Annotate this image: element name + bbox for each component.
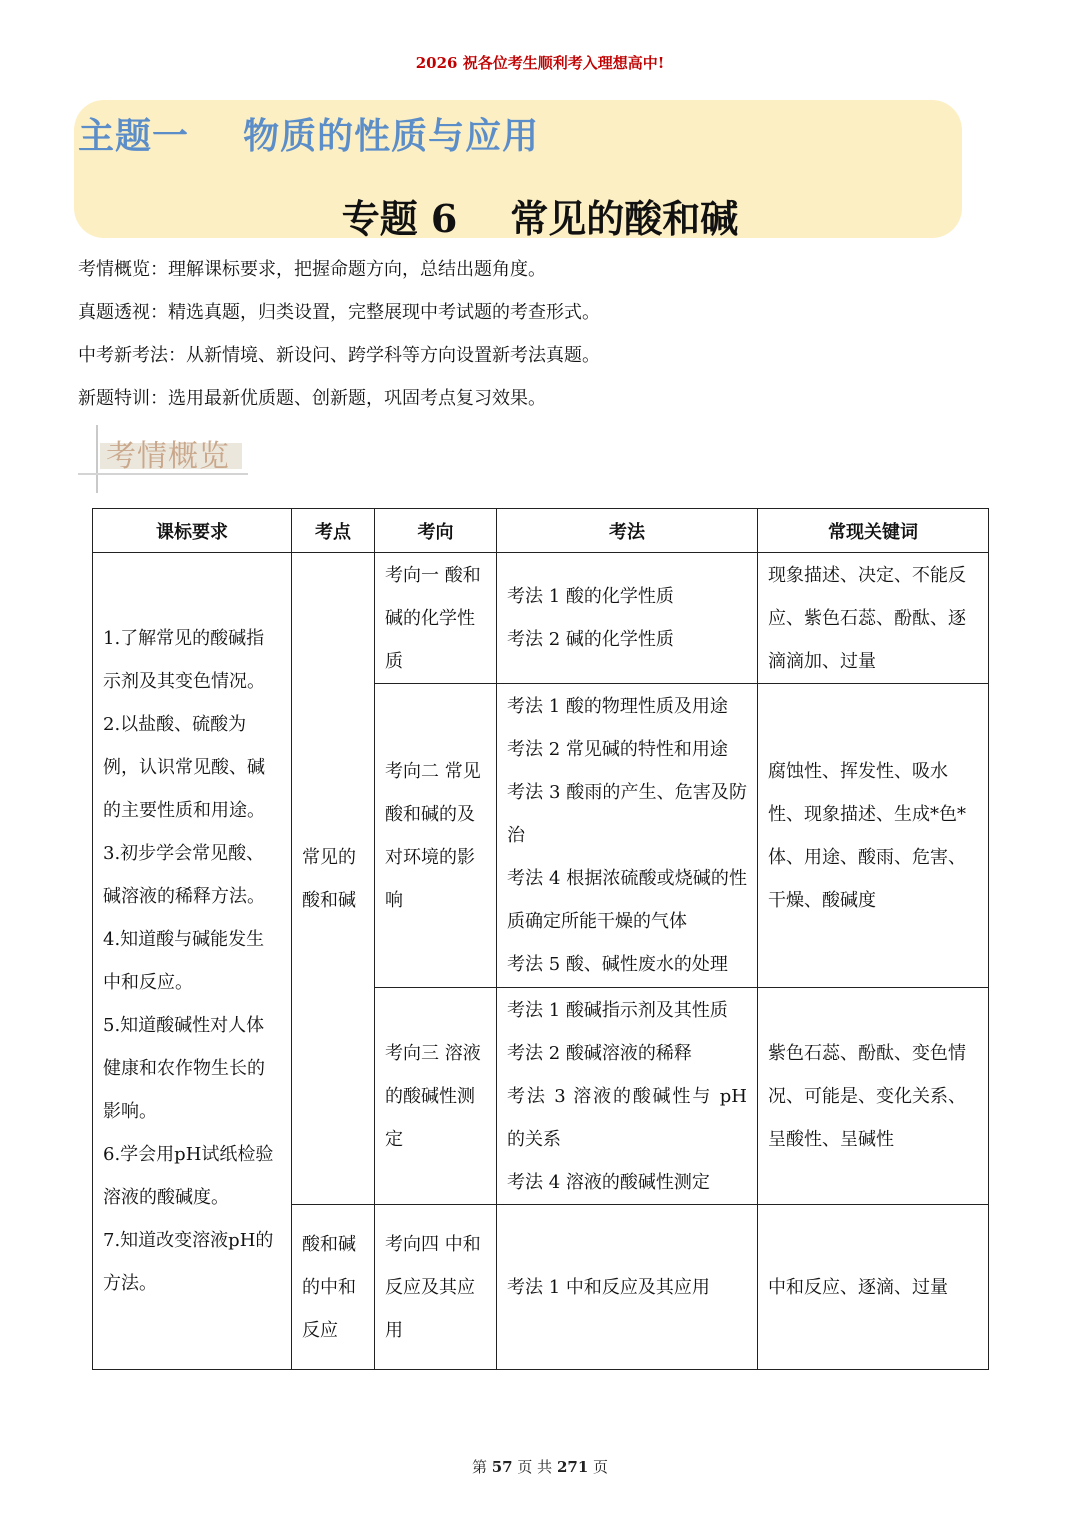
direction-cell: 考向三 溶液的酸碱性测定 <box>375 988 497 1205</box>
method-item: 考法 1 酸的物理性质及用途 <box>507 696 728 717</box>
section-heading-text: 考情概览 <box>106 439 230 474</box>
page-middle: 页 共 <box>517 1458 553 1476</box>
header-direction: 考向 <box>375 509 497 553</box>
method-item: 考法 3 溶液的酸碱性与 pH 的关系 <box>507 1085 747 1150</box>
keywords-cell: 紫色石蕊、酚酞、变色情况、可能是、变化关系、呈酸性、呈碱性 <box>758 988 989 1205</box>
theme-title: 主题一 物质的性质与应用 <box>78 115 540 157</box>
method-cell <box>497 1205 758 1370</box>
method-cell <box>497 684 758 988</box>
header-method: 考法 <box>497 509 758 553</box>
curriculum-item: 5.知道酸碱性对人体健康和农作物生长的影响。 <box>103 1015 265 1122</box>
direction-cell: 考向四 中和反应及其应用 <box>375 1205 497 1370</box>
method-item: 考法 1 酸的化学性质 <box>507 586 674 607</box>
curriculum-item: 4.知道酸与碱能发生中和反应。 <box>103 929 265 993</box>
method-item: 考法 4 溶液的酸碱性测定 <box>507 1171 710 1193</box>
method-cell <box>497 553 758 684</box>
header-curriculum: 课标要求 <box>93 509 292 553</box>
keywords-cell: 腐蚀性、挥发性、吸水性、现象描述、生成*色*体、用途、酸雨、危害、干燥、酸碱度 <box>758 684 989 988</box>
intro-line: 新题特训：选用最新优质题、创新题，巩固考点复习效果。 <box>78 388 546 409</box>
method-cell <box>497 988 758 1205</box>
topic-title: 专题 6 常见的酸和碱 <box>341 196 739 241</box>
header-keywords: 常现关键词 <box>758 509 989 553</box>
page-number <box>0 1456 1080 1477</box>
intro-line: 考情概览：理解课标要求，把握命题方向，总结出题角度。 <box>78 259 546 280</box>
direction-cell: 考向一 酸和碱的化学性质 <box>375 553 497 684</box>
section-heading <box>78 425 258 495</box>
method-item: 考法 1 中和反应及其应用 <box>507 1276 710 1298</box>
intro-line: 中考新考法：从新情境、新设问、跨学科等方向设置新考法真题。 <box>78 345 600 366</box>
page-suffix: 页 <box>593 1458 609 1476</box>
table-header-row <box>93 509 989 553</box>
table-row <box>93 553 989 684</box>
method-item: 考法 5 酸、碱性废水的处理 <box>507 954 728 975</box>
keywords-cell: 现象描述、决定、不能反应、紫色石蕊、酚酞、逐滴滴加、过量 <box>758 553 989 684</box>
direction-cell: 考向二 常见酸和碱的及对环境的影响 <box>375 684 497 988</box>
method-item: 考法 4 根据浓硫酸或烧碱的性质确定所能干燥的气体 <box>507 868 747 932</box>
keywords-cell: 中和反应、逐滴、过量 <box>758 1205 989 1370</box>
point-cell: 酸和碱的中和反应 <box>292 1205 375 1370</box>
page-prefix: 第 <box>471 1458 487 1476</box>
intro-line: 真题透视：精选真题，归类设置，完整展现中考试题的考查形式。 <box>78 302 600 323</box>
curriculum-cell <box>93 553 292 1370</box>
method-item: 考法 3 酸雨的产生、危害及防治 <box>507 782 747 846</box>
header-note: 2026 祝各位考生顺利考入理想高中! <box>415 54 665 72</box>
intro-block <box>78 248 600 420</box>
overview-table <box>92 508 989 1370</box>
curriculum-item: 2.以盐酸、硫酸为例，认识常见酸、碱的主要性质和用途。 <box>103 714 265 821</box>
curriculum-item: 7.知道改变溶液pH的方法。 <box>103 1230 274 1294</box>
method-item: 考法 2 碱的化学性质 <box>507 629 674 650</box>
method-item: 考法 1 酸碱指示剂及其性质 <box>507 999 728 1021</box>
curriculum-item: 3.初步学会常见酸、碱溶液的稀释方法。 <box>103 843 265 907</box>
method-item: 考法 2 常见碱的特性和用途 <box>507 739 728 760</box>
header-point: 考点 <box>292 509 375 553</box>
current-page: 57 <box>491 1458 513 1476</box>
total-pages: 271 <box>556 1458 589 1476</box>
point-cell: 常见的酸和碱 <box>292 553 375 1205</box>
curriculum-item: 1.了解常见的酸碱指示剂及其变色情况。 <box>103 628 265 692</box>
method-item: 考法 2 酸碱溶液的稀释 <box>507 1042 692 1064</box>
section-divider-vertical <box>96 425 98 493</box>
curriculum-item: 6.学会用pH试纸检验溶液的酸碱度。 <box>103 1144 274 1208</box>
